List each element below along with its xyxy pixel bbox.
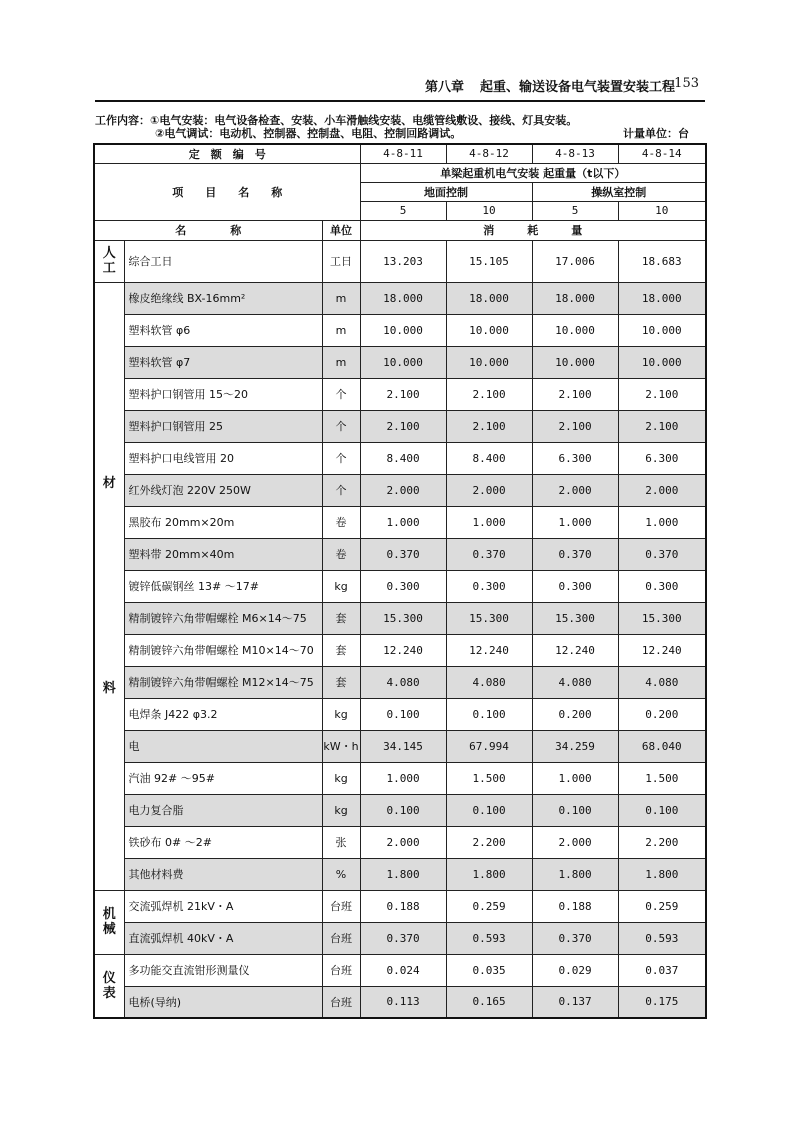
consumption-value: 1.500: [446, 762, 532, 794]
consumption-value: 1.000: [532, 762, 618, 794]
table-row: [94, 890, 706, 922]
consumption-value: 2.000: [618, 474, 706, 506]
material-unit: kg: [322, 762, 360, 794]
material-name: 精制镀锌六角带帽螺栓 M6×14～75: [124, 602, 322, 634]
consumption-value: 8.400: [446, 442, 532, 474]
material-name: 塑料软管 φ7: [124, 346, 322, 378]
table-row: [94, 602, 706, 634]
quota-code: 4-8-13: [532, 144, 618, 163]
consumption-value: 4.080: [360, 666, 446, 698]
table-row: [94, 762, 706, 794]
item-name-label: 项 目 名 称: [94, 163, 360, 220]
material-name: 红外线灯泡 220V 250W: [124, 474, 322, 506]
capacity-value: 5: [532, 201, 618, 220]
consumption-value: 0.035: [446, 954, 532, 986]
table-row: [94, 986, 706, 1018]
material-name: 汽油 92# ～95#: [124, 762, 322, 794]
material-name: 铁砂布 0# ～2#: [124, 826, 322, 858]
consumption-value: 12.240: [360, 634, 446, 666]
material-category-bottom: 料: [102, 681, 116, 696]
material-name: 综合工日: [124, 240, 322, 282]
material-name: 塑料护口钢管用 25: [124, 410, 322, 442]
material-unit: 个: [322, 378, 360, 410]
consumption-value: 4.080: [618, 666, 706, 698]
consumption-value: 0.188: [532, 890, 618, 922]
consumption-value: 0.370: [360, 538, 446, 570]
consumption-value: 15.300: [446, 602, 532, 634]
column-name-header: 名 称: [94, 220, 322, 240]
consumption-value: 10.000: [618, 346, 706, 378]
material-unit: 套: [322, 602, 360, 634]
consumption-value: 10.000: [446, 314, 532, 346]
consumption-value: 0.200: [532, 698, 618, 730]
consumption-value: 0.029: [532, 954, 618, 986]
consumption-value: 18.000: [446, 282, 532, 314]
quota-code: 4-8-14: [618, 144, 706, 163]
chapter-title: 起重、输送设备电气装置安装工程: [480, 80, 676, 95]
consumption-value: 15.300: [360, 602, 446, 634]
table-row: [94, 474, 706, 506]
consumption-value: 2.000: [360, 826, 446, 858]
material-unit: kg: [322, 698, 360, 730]
material-name: 塑料带 20mm×40m: [124, 538, 322, 570]
consumption-value: 2.100: [360, 410, 446, 442]
material-name: 交流弧焊机 21kV・A: [124, 890, 322, 922]
material-unit: 张: [322, 826, 360, 858]
consumption-value: 13.203: [360, 240, 446, 282]
consumption-value: 0.137: [532, 986, 618, 1018]
material-unit: 台班: [322, 890, 360, 922]
capacity-value: 10: [618, 201, 706, 220]
consumption-value: 2.200: [446, 826, 532, 858]
consumption-value: 1.800: [446, 858, 532, 890]
material-unit: 卷: [322, 538, 360, 570]
instruments-category-text: 仪表: [102, 970, 116, 1001]
table-row: [94, 730, 706, 762]
material-name: 黑胶布 20mm×20m: [124, 506, 322, 538]
consumption-value: 2.100: [618, 410, 706, 442]
consumption-value: 1.000: [360, 762, 446, 794]
consumption-value: 15.300: [532, 602, 618, 634]
consumption-value: 0.300: [360, 570, 446, 602]
material-name: 塑料护口钢管用 15～20: [124, 378, 322, 410]
consumption-value: 0.300: [618, 570, 706, 602]
consumption-value: 0.370: [532, 538, 618, 570]
consumption-value: 4.080: [446, 666, 532, 698]
material-name: 电力复合脂: [124, 794, 322, 826]
chapter-label: 第八章: [425, 80, 465, 95]
consumption-value: 1.000: [360, 506, 446, 538]
work-content-line1: 工作内容：①电气安装：电气设备检查、安装、小车滑触线安装、电缆管线敷设、接线、灯具安装。: [95, 114, 578, 127]
work-content-line2: ②电气调试：电动机、控制器、控制盘、电阻、控制回路调试。: [155, 127, 462, 140]
capacity-value: 5: [360, 201, 446, 220]
table-row: [94, 666, 706, 698]
page-number: 153: [674, 76, 699, 91]
material-unit: m: [322, 314, 360, 346]
material-unit: 个: [322, 474, 360, 506]
consumption-value: 0.100: [618, 794, 706, 826]
consumption-value: 0.259: [446, 890, 532, 922]
consumption-value: 0.370: [618, 538, 706, 570]
table-row: [94, 442, 706, 474]
material-name: 直流弧焊机 40kV・A: [124, 922, 322, 954]
material-unit: kg: [322, 570, 360, 602]
page-header: [95, 72, 705, 102]
consumption-value: 2.100: [532, 410, 618, 442]
table-row: [94, 282, 706, 314]
consumption-value: 18.683: [618, 240, 706, 282]
consumption-value: 0.100: [360, 698, 446, 730]
material-unit: %: [322, 858, 360, 890]
work-content: [95, 114, 705, 140]
table-row: [94, 410, 706, 442]
material-unit: 台班: [322, 954, 360, 986]
quota-number-label: 定 额 编 号: [94, 144, 360, 163]
consumption-value: 1.800: [360, 858, 446, 890]
material-name: 镀锌低碳钢丝 13# ～17#: [124, 570, 322, 602]
consumption-value: 10.000: [618, 314, 706, 346]
consumption-value: 0.370: [446, 538, 532, 570]
table-row: [94, 698, 706, 730]
consumption-value: 10.000: [360, 346, 446, 378]
consumption-value: 0.300: [532, 570, 618, 602]
consumption-value: 15.300: [618, 602, 706, 634]
material-name: 塑料软管 φ6: [124, 314, 322, 346]
quota-code: 4-8-12: [446, 144, 532, 163]
capacity-value: 10: [446, 201, 532, 220]
consumption-value: 0.259: [618, 890, 706, 922]
material-unit: 套: [322, 634, 360, 666]
consumption-value: 34.145: [360, 730, 446, 762]
material-name: 橡皮绝缘线 BX-16mm²: [124, 282, 322, 314]
consumption-value: 2.100: [532, 378, 618, 410]
consumption-value: 2.100: [446, 378, 532, 410]
consumption-value: 1.000: [618, 506, 706, 538]
table-row: [94, 346, 706, 378]
consumption-value: 0.175: [618, 986, 706, 1018]
table-row: [94, 240, 706, 282]
table-row: [94, 954, 706, 986]
material-unit: 个: [322, 410, 360, 442]
consumption-value: 15.105: [446, 240, 532, 282]
consumption-value: 0.024: [360, 954, 446, 986]
table-row: [94, 826, 706, 858]
consumption-value: 0.165: [446, 986, 532, 1018]
material-unit: kW・h: [322, 730, 360, 762]
consumption-value: 2.000: [532, 474, 618, 506]
material-name: 精制镀锌六角带帽螺栓 M12×14～75: [124, 666, 322, 698]
consumption-value: 2.100: [618, 378, 706, 410]
consumption-value: 10.000: [532, 346, 618, 378]
consumption-value: 12.240: [532, 634, 618, 666]
consumption-value: 1.800: [532, 858, 618, 890]
consumption-value: 2.100: [446, 410, 532, 442]
labor-category-label: [94, 240, 124, 282]
table-row: [94, 538, 706, 570]
material-name: 电焊条 J422 φ3.2: [124, 698, 322, 730]
quota-code: 4-8-11: [360, 144, 446, 163]
consumption-value: 10.000: [446, 346, 532, 378]
table-row: [94, 634, 706, 666]
material-unit: m: [322, 282, 360, 314]
consumption-value: 0.037: [618, 954, 706, 986]
material-unit: kg: [322, 794, 360, 826]
labor-category-text: 人工: [102, 246, 116, 276]
table-row: [94, 794, 706, 826]
material-unit: 工日: [322, 240, 360, 282]
control-room-label: 操纵室控制: [532, 182, 706, 201]
consumption-value: 2.000: [360, 474, 446, 506]
consumption-value: 10.000: [532, 314, 618, 346]
consumption-value: 6.300: [532, 442, 618, 474]
material-unit: m: [322, 346, 360, 378]
material-category-label: [94, 282, 124, 890]
consumption-value: 12.240: [446, 634, 532, 666]
consumption-value: 0.100: [446, 794, 532, 826]
consumption-value: 2.000: [532, 826, 618, 858]
material-name: 多功能交直流钳形测量仪: [124, 954, 322, 986]
consumption-value: 0.370: [532, 922, 618, 954]
consumption-value: 0.200: [618, 698, 706, 730]
column-consumption-header: 消 耗 量: [360, 220, 706, 240]
consumption-value: 68.040: [618, 730, 706, 762]
material-unit: 台班: [322, 986, 360, 1018]
material-name: 电桥(导纳): [124, 986, 322, 1018]
consumption-value: 0.100: [446, 698, 532, 730]
material-name: 塑料护口电线管用 20: [124, 442, 322, 474]
material-name: 精制镀锌六角带帽螺栓 M10×14～70: [124, 634, 322, 666]
material-unit: 个: [322, 442, 360, 474]
consumption-value: 0.370: [360, 922, 446, 954]
column-unit-header: 单位: [322, 220, 360, 240]
material-unit: 套: [322, 666, 360, 698]
quota-table: [93, 143, 707, 1019]
material-category-top: 材: [102, 476, 116, 491]
table-row: [94, 858, 706, 890]
material-name: 电: [124, 730, 322, 762]
table-row: [94, 922, 706, 954]
control-ground-label: 地面控制: [360, 182, 532, 201]
consumption-value: 34.259: [532, 730, 618, 762]
consumption-value: 67.994: [446, 730, 532, 762]
machinery-category-label: [94, 890, 124, 954]
material-unit: 台班: [322, 922, 360, 954]
consumption-value: 0.188: [360, 890, 446, 922]
consumption-value: 1.000: [446, 506, 532, 538]
consumption-value: 0.593: [618, 922, 706, 954]
consumption-value: 10.000: [360, 314, 446, 346]
consumption-value: 1.500: [618, 762, 706, 794]
consumption-value: 18.000: [618, 282, 706, 314]
material-name: 其他材料费: [124, 858, 322, 890]
machinery-category-text: 机械: [102, 907, 116, 937]
consumption-value: 4.080: [532, 666, 618, 698]
table-row: [94, 570, 706, 602]
consumption-value: 0.300: [446, 570, 532, 602]
table-row: [94, 378, 706, 410]
consumption-value: 18.000: [532, 282, 618, 314]
material-unit: 卷: [322, 506, 360, 538]
consumption-value: 2.100: [360, 378, 446, 410]
consumption-value: 8.400: [360, 442, 446, 474]
consumption-value: 6.300: [618, 442, 706, 474]
consumption-value: 18.000: [360, 282, 446, 314]
instruments-category-label: [94, 954, 124, 1018]
consumption-value: 0.113: [360, 986, 446, 1018]
consumption-value: 17.006: [532, 240, 618, 282]
measurement-unit: 计量单位：台: [623, 127, 689, 140]
consumption-value: 0.100: [532, 794, 618, 826]
consumption-value: 0.593: [446, 922, 532, 954]
consumption-value: 2.000: [446, 474, 532, 506]
consumption-value: 1.800: [618, 858, 706, 890]
consumption-value: 0.100: [360, 794, 446, 826]
table-row: [94, 314, 706, 346]
consumption-value: 12.240: [618, 634, 706, 666]
group-title: 单梁起重机电气安装 起重量（t以下）: [360, 163, 706, 182]
consumption-value: 2.200: [618, 826, 706, 858]
consumption-value: 1.000: [532, 506, 618, 538]
table-row: [94, 506, 706, 538]
